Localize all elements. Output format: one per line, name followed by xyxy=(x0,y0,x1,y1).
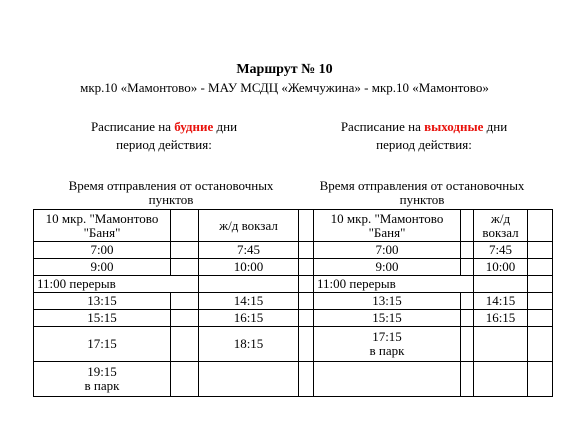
weekend-stop-a-time: 9:00 xyxy=(314,259,461,276)
table-row xyxy=(34,259,553,276)
weekend-suffix: дни xyxy=(483,119,508,134)
table-header-row xyxy=(34,210,553,242)
weekend-stop-b-time: 10:00 xyxy=(474,259,528,276)
weekday-depot-note: в парк xyxy=(84,378,120,393)
weekend-stop-b-time: 7:45 xyxy=(474,242,528,259)
weekend-highlight: выходные xyxy=(424,119,484,134)
blank-cell xyxy=(461,210,474,242)
blank-cell xyxy=(528,242,553,259)
weekday-stop-a-time: 11:00 перерыв xyxy=(34,276,199,293)
weekend-schedule-label xyxy=(294,118,554,136)
weekday-stop-a-time: 7:00 xyxy=(34,242,171,259)
blank-cell xyxy=(299,259,314,276)
weekday-period-label: период действия: xyxy=(116,137,212,152)
weekend-stop-a-time-main: 17:15 xyxy=(372,329,402,344)
stop-a-header-line1: 10 мкр. "Мамонтово xyxy=(330,210,444,226)
weekend-departure-line2: пунктов xyxy=(399,192,445,207)
table-row xyxy=(34,293,553,310)
stop-a-header-line1: 10 мкр. "Мамонтово xyxy=(45,210,159,226)
weekday-suffix: дни xyxy=(213,119,238,134)
blank-cell xyxy=(299,310,314,327)
blank-cell xyxy=(528,310,553,327)
blank-cell xyxy=(461,327,474,362)
schedule-table xyxy=(33,209,553,397)
blank-cell xyxy=(171,310,199,327)
weekend-stop-b-time xyxy=(474,327,528,362)
weekday-stop-a-time-main: 19:15 xyxy=(87,364,117,379)
weekday-schedule-label xyxy=(34,118,294,136)
weekday-departure-line1: Время отправления от остановочных xyxy=(68,178,274,193)
weekend-stop-a-header xyxy=(314,210,461,242)
weekend-stop-a-time xyxy=(314,327,461,362)
blank-cell xyxy=(299,210,314,242)
weekday-departure-caption xyxy=(41,179,301,207)
route-description: мкр.10 «Мамонтово» - МАУ МСДЦ «Жемчужина» - мкр.10 «Мамонтово» xyxy=(80,80,489,95)
weekend-schedule-heading xyxy=(294,118,554,154)
blank-cell xyxy=(171,210,199,242)
blank-cell xyxy=(299,362,314,397)
blank-cell xyxy=(528,259,553,276)
weekday-stop-b-header: ж/д вокзал xyxy=(199,210,299,242)
blank-cell xyxy=(299,242,314,259)
weekend-stop-b-header: ж/д вокзал xyxy=(474,210,528,242)
blank-cell xyxy=(171,259,199,276)
weekend-prefix: Расписание на xyxy=(340,119,425,134)
blank-cell xyxy=(461,293,474,310)
stop-a-header-line2: "Баня" xyxy=(83,224,121,240)
blank-cell xyxy=(171,293,199,310)
weekday-stop-b-time: 16:15 xyxy=(199,310,299,327)
weekend-stop-b-time: 14:15 xyxy=(474,293,528,310)
table-row xyxy=(34,362,553,397)
table-row xyxy=(34,327,553,362)
blank-cell xyxy=(528,362,553,397)
table-row xyxy=(34,310,553,327)
weekend-stop-a-time: 13:15 xyxy=(314,293,461,310)
weekday-stop-b-time xyxy=(199,276,299,293)
weekend-depot-note: в парк xyxy=(369,343,405,358)
blank-cell xyxy=(461,310,474,327)
weekday-stop-a-time: 9:00 xyxy=(34,259,171,276)
weekday-stop-a-header xyxy=(34,210,171,242)
weekend-stop-b-time xyxy=(474,276,528,293)
weekday-stop-a-time: 17:15 xyxy=(34,327,171,362)
weekend-stop-a-time xyxy=(314,362,461,397)
weekend-departure-line1: Время отправления от остановочных xyxy=(319,178,525,193)
blank-cell xyxy=(171,327,199,362)
weekday-stop-a-time xyxy=(34,362,171,397)
weekday-stop-b-time: 18:15 xyxy=(199,327,299,362)
weekday-stop-b-time: 10:00 xyxy=(199,259,299,276)
stop-a-header-line2: "Баня" xyxy=(368,224,406,240)
blank-cell xyxy=(461,362,474,397)
weekday-stop-b-time: 14:15 xyxy=(199,293,299,310)
blank-cell xyxy=(299,293,314,310)
weekday-stop-a-time: 15:15 xyxy=(34,310,171,327)
table-row xyxy=(34,242,553,259)
weekday-schedule-heading xyxy=(34,118,294,154)
blank-cell xyxy=(528,327,553,362)
blank-cell xyxy=(171,362,199,397)
weekday-stop-a-time: 13:15 xyxy=(34,293,171,310)
blank-cell xyxy=(461,242,474,259)
weekday-stop-b-time: 7:45 xyxy=(199,242,299,259)
weekend-stop-a-time: 7:00 xyxy=(314,242,461,259)
blank-cell xyxy=(528,210,553,242)
weekday-prefix: Расписание на xyxy=(90,119,175,134)
blank-cell xyxy=(171,242,199,259)
weekend-stop-b-time xyxy=(474,362,528,397)
weekday-stop-b-time xyxy=(199,362,299,397)
route-title: Маршрут № 10 xyxy=(236,62,333,77)
blank-cell xyxy=(461,259,474,276)
weekend-stop-b-time: 16:15 xyxy=(474,310,528,327)
weekend-stop-a-time: 15:15 xyxy=(314,310,461,327)
weekend-period-label: период действия: xyxy=(376,137,472,152)
weekend-stop-a-time: 11:00 перерыв xyxy=(314,276,474,293)
blank-cell xyxy=(299,327,314,362)
weekday-departure-line2: пунктов xyxy=(148,192,194,207)
table-row xyxy=(34,276,553,293)
weekend-departure-caption xyxy=(292,179,552,207)
weekday-highlight: будние xyxy=(174,119,214,134)
blank-cell xyxy=(528,276,553,293)
blank-cell xyxy=(528,293,553,310)
blank-cell xyxy=(299,276,314,293)
